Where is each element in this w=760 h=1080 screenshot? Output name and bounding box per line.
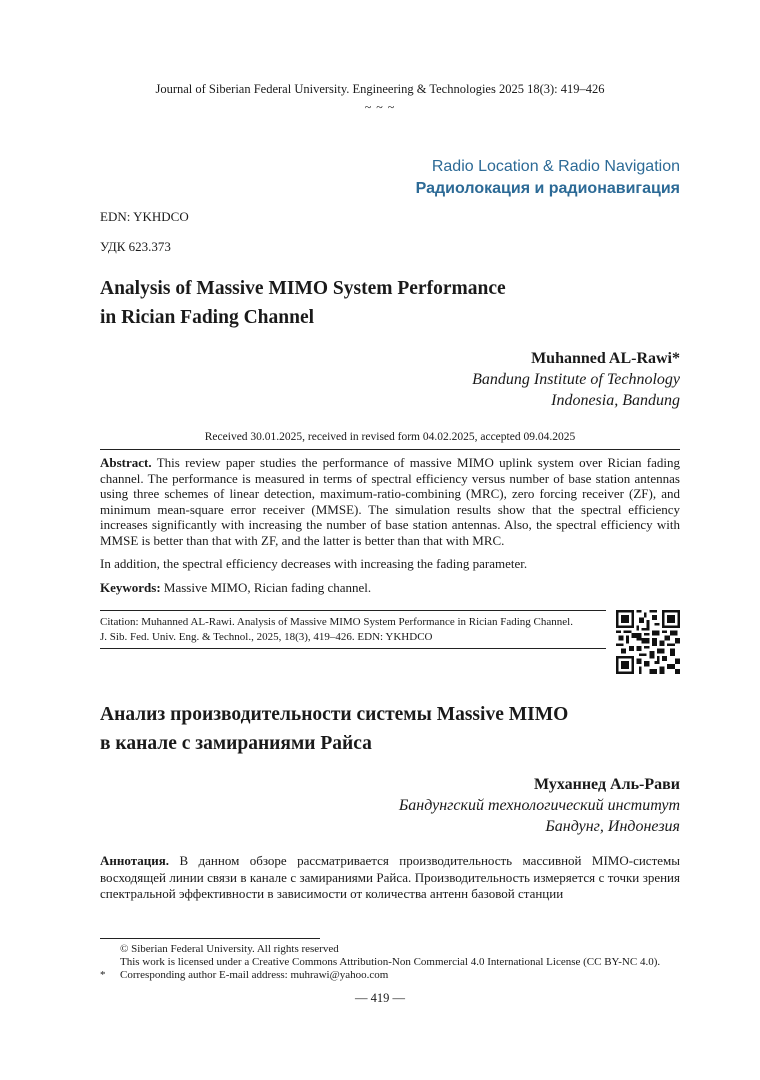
citation-line2: J. Sib. Fed. Univ. Eng. & Technol., 2025, 18(3), 419–426. EDN: YKHDCO — [100, 630, 433, 643]
section-title-en: Radio Location & Radio Navigation — [431, 158, 680, 175]
abstract-label: Abstract. — [100, 455, 152, 470]
article-title-en — [100, 274, 506, 332]
affiliation-ru-line1: Бандунгский технологический институт — [398, 797, 680, 814]
received-dates: Received 30.01.2025, received in revised form 04.02.2025, accepted 09.04.2025 — [204, 431, 576, 443]
article-title-en-line1: Analysis of Massive MIMO System Performance — [100, 278, 506, 299]
edn-code: EDN: YKHDCO — [100, 209, 189, 224]
corresponding-marker: * — [100, 969, 106, 981]
author-block-en — [280, 348, 680, 411]
section-title-ru: Радиолокация и радионавигация — [415, 180, 680, 197]
annotation-text: В данном обзоре рассматривается производительность массивной MIMO-системы восходящей линии связи в канале с замираниями Райса. Производительность измеряется с точки зрения спектральной эффективности в зависимости от количества антенн базовой станции — [100, 853, 680, 901]
journal-header: Journal of Siberian Federal University. Engineering & Technologies 2025 18(3): 419–426 — [155, 82, 605, 96]
annotation-label: Аннотация. — [100, 853, 170, 868]
affiliation-ru-line2: Бандунг, Индонезия — [545, 818, 680, 835]
footnote-rule — [100, 938, 320, 939]
citation-line1: Citation: Muhanned AL-Rawi. Analysis of Massive MIMO System Performance in Rician Fading Channel. — [100, 616, 573, 628]
article-title-ru-line2: в канале с замираниями Райса — [100, 733, 372, 754]
header-ornament: ~ ~ ~ — [364, 100, 396, 114]
citation-block — [100, 615, 606, 644]
divider — [100, 449, 680, 450]
article-title-en-line2: in Rician Fading Channel — [100, 307, 315, 328]
affiliation-en-line2: Indonesia, Bandung — [551, 392, 680, 409]
author-name-en: Muhanned AL-Rawi* — [531, 350, 680, 367]
copyright-note: © Siberian Federal University. All rights reserved — [120, 943, 339, 955]
keywords — [100, 580, 680, 596]
abstract-text: This review paper studies the performance of massive MIMO uplink system over Rician fading channel. The performance is measured in terms of spectral efficiency versus number of base station antennas using three schemes of linear detection, maximum-ratio-combining (MRC), zero forcing receiver (ZF), and minimum mean-square error receiver (MMSE). The simulation results show that the spectral efficiency increases significantly with increasing the number of base station antennas. Also, the spectral efficiency with MMSE is better than that with ZF, and the latter is better than that with MRC. — [100, 455, 681, 548]
keywords-label: Keywords: — [100, 580, 161, 595]
udk-code: УДК 623.373 — [100, 239, 171, 254]
affiliation-en-line1: Bandung Institute of Technology — [472, 371, 680, 388]
author-name-ru: Муханнед Аль-Рави — [533, 776, 680, 793]
divider — [100, 648, 606, 649]
abstract-paragraph — [100, 455, 680, 549]
article-title-ru-line1: Анализ производительности системы Massive MIMO — [100, 704, 569, 725]
corresponding-author-note: Corresponding author E-mail address: muhrawi@yahoo.com — [120, 969, 389, 981]
license-note: This work is licensed under a Creative Commons Attribution-Non Commercial 4.0 International License (CC BY-NC 4.0). — [120, 956, 661, 968]
divider — [100, 610, 606, 611]
keywords-text: Massive MIMO, Rician fading channel. — [163, 580, 372, 595]
qr-code-icon[interactable] — [616, 610, 680, 674]
article-title-ru — [100, 700, 568, 758]
abstract-last-line: In addition, the spectral efficiency decreases with increasing the fading parameter. — [100, 556, 528, 571]
author-block-ru — [280, 774, 680, 837]
annotation-paragraph — [100, 853, 680, 903]
page-number: — 419 — — [355, 991, 405, 1005]
